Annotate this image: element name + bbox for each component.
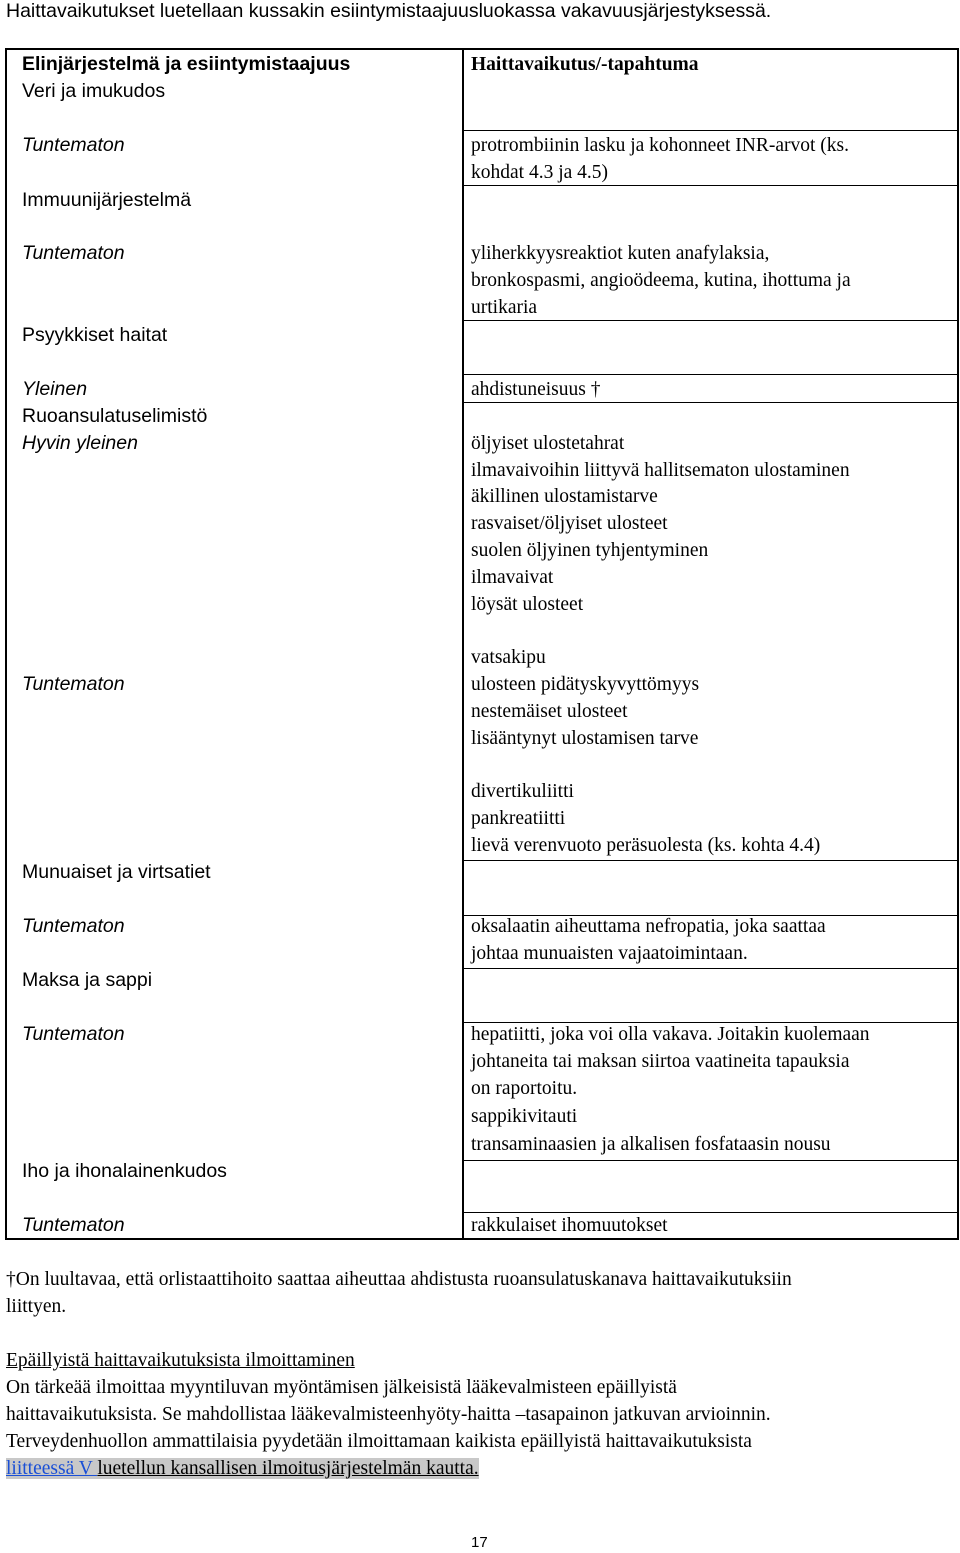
effect-line: vatsakipu (471, 647, 546, 668)
organ-blood: Veri ja imukudos (22, 80, 166, 102)
effect-line: öljyiset ulostetahrat (471, 433, 625, 454)
freq-gi-unknown: Tuntematon (22, 673, 125, 695)
freq-psych: Yleinen (22, 378, 88, 400)
effect-line: johtaa munuaisten vajaatoimintaan. (471, 943, 748, 964)
page-number: 17 (471, 1534, 488, 1551)
effect-line: kohdat 4.3 ja 4.5) (471, 162, 609, 183)
reporting-line: haittavaikutuksista. Se mahdollistaa lääkevalmisteenhyöty-haitta –tasapainon jatkuvan arvioinnin. (6, 1404, 771, 1425)
reporting-tail: luetellun kansallisen ilmoitusjärjestelmän kautta. (97, 1458, 479, 1479)
footnote-line: liittyen. (6, 1296, 67, 1317)
effect-line: rakkulaiset ihomuutokset (471, 1215, 668, 1236)
effect-line: urtikaria (471, 297, 538, 318)
row-divider (462, 1160, 959, 1161)
organ-renal: Munuaiset ja virtsatiet (22, 861, 211, 883)
intro-text: Haittavaikutukset luetellaan kussakin esiintymistaajuusluokassa vakavuusjärjestyksessä. (6, 0, 772, 22)
effect-line: löysät ulosteet (471, 594, 584, 615)
table-border-middle (462, 48, 464, 1240)
effect-line: lisääntynyt ulostamisen tarve (471, 728, 699, 749)
freq-immune: Tuntematon (22, 242, 125, 264)
effect-line: ilmavaivoihin liittyvä hallitsematon ulostaminen (471, 460, 850, 481)
effect-line: transaminaasien ja alkalisen fosfataasin nousu (471, 1134, 831, 1155)
organ-liver: Maksa ja sappi (22, 969, 153, 991)
organ-skin: Iho ja ihonalainenkudos (22, 1160, 227, 1182)
effect-line: rasvaiset/öljyiset ulosteet (471, 513, 668, 534)
effect-line: protrombiinin lasku ja kohonneet INR-arvot (ks. (471, 135, 850, 156)
effect-line: lievä verenvuoto peräsuolesta (ks. kohta 4.4) (471, 835, 821, 856)
table-border-right (957, 48, 959, 1240)
row-divider (462, 968, 959, 969)
effect-line: hepatiitti, joka voi olla vakava. Joitakin kuolemaan (471, 1024, 870, 1045)
freq-renal: Tuntematon (22, 915, 125, 937)
row-divider (462, 860, 959, 861)
reporting-line: Terveydenhuollon ammattilaisia pyydetään ilmoittamaan kaikista epäillyistä haittavaikutuksista (6, 1431, 752, 1452)
effect-line: ilmavaivat (471, 567, 554, 588)
effect-line: oksalaatin aiheuttama nefropatia, joka saattaa (471, 916, 826, 937)
effect-line: nestemäiset ulosteet (471, 701, 628, 722)
effect-line: äkillinen ulostamistarve (471, 486, 658, 507)
table-header-right: Haittavaikutus/-tapahtuma (471, 54, 699, 75)
organ-immune: Immuunijärjestelmä (22, 189, 192, 211)
row-divider (462, 374, 959, 375)
organ-psych: Psyykkiset haitat (22, 324, 168, 346)
effect-line: suolen öljyinen tyhjentyminen (471, 540, 709, 561)
organ-gi: Ruoansulatuselimistö (22, 405, 208, 427)
freq-liver: Tuntematon (22, 1023, 125, 1045)
freq-blood: Tuntematon (22, 134, 125, 156)
effect-line: bronkospasmi, angioödeema, kutina, ihottuma ja (471, 270, 851, 291)
effect-line: ulosteen pidätyskyvyttömyys (471, 674, 700, 695)
appendix-v-link[interactable]: liitteessä V (6, 1458, 98, 1479)
effect-line: sappikivitauti (471, 1106, 578, 1127)
reporting-heading: Epäillyistä haittavaikutuksista ilmoittaminen (6, 1350, 355, 1371)
effect-line: divertikuliitti (471, 781, 574, 802)
reporting-line: On tärkeää ilmoittaa myyntiluvan myöntämisen jälkeisistä lääkevalmisteen epäillyistä (6, 1377, 677, 1398)
table-header-left: Elinjärjestelmä ja esiintymistaajuus (22, 53, 351, 75)
effect-line: yliherkkyysreaktiot kuten anafylaksia, (471, 243, 770, 264)
table-border-left (5, 48, 7, 1240)
freq-skin: Tuntematon (22, 1214, 125, 1236)
effect-line: on raportoitu. (471, 1078, 578, 1099)
footnote-line: †On luultavaa, että orlistaattihoito saattaa aiheuttaa ahdistusta ruoansulatuskanava haittavaikutuksiin (6, 1269, 792, 1290)
row-divider (462, 130, 959, 131)
table-border-top (5, 48, 959, 50)
effect-line: johtaneita tai maksan siirtoa vaatineita tapauksia (471, 1051, 850, 1072)
freq-gi-very-common: Hyvin yleinen (22, 432, 138, 454)
effect-line: ahdistuneisuus † (471, 379, 601, 400)
reporting-line-last (6, 1455, 479, 1482)
effect-line: pankreatiitti (471, 808, 566, 829)
